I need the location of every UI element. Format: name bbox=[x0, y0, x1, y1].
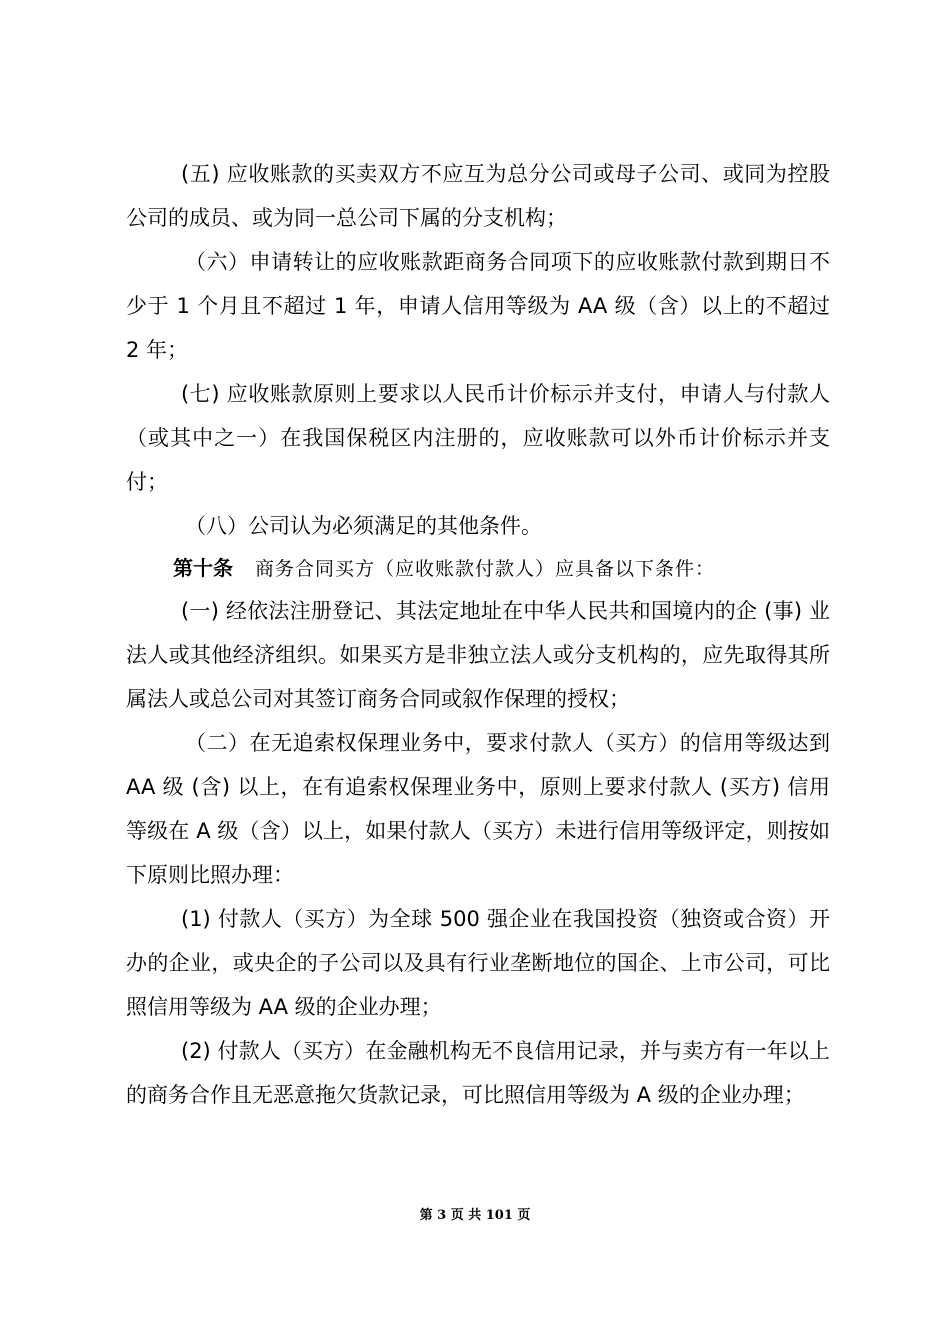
document-body bbox=[126, 152, 830, 1117]
article-text: 商务合同买方（应收账款付款人）应具备以下条件： bbox=[255, 558, 716, 580]
clause-eight: （八）公司认为必须满足的其他条件。 bbox=[185, 514, 542, 538]
clause-five: (五) 应收账款的买卖双方不应互为总分公司或母子公司、或同为控股公司的成员、或为同一总公司下属的分支机构； bbox=[126, 162, 830, 230]
clause-seven: (七) 应收账款原则上要求以人民币计价标示并支付，申请人与付款人（或其中之一）在我国保税区内注册的，应收账款可以外币计价标示并支付； bbox=[126, 382, 830, 494]
condition-two: （二）在无追索权保理业务中，要求付款人（买方）的信用等级达到 AA 级 (含) 以上，在有追索权保理业务中，原则上要求付款人 (买方) 信用等级在 A 级（含）以上，如果付款人（买方）未进行信用等级评定，则按如下原则比照办理： bbox=[126, 731, 830, 887]
sub-condition-one: (1) 付款人（买方）为全球 500 强企业在我国投资（独资或合资）开办的企业，或央企的子公司以及具有行业垄断地位的国企、上市公司，可比照信用等级为 AA 级的企业办理； bbox=[126, 907, 830, 1019]
article-number: 第十条 bbox=[173, 556, 233, 580]
sub-condition-two: (2) 付款人（买方）在金融机构无不良信用记录，并与卖方有一年以上的商务合作且无恶意拖欠货款记录，可比照信用等级为 A 级的企业办理； bbox=[126, 1039, 830, 1107]
page-footer: 第 3 页 共 101 页 bbox=[419, 1208, 531, 1223]
clause-six: （六）申请转让的应收账款距商务合同项下的应收账款付款到期日不少于 1 个月且不超过 1 年，申请人信用等级为 AA 级（含）以上的不超过 2 年； bbox=[126, 250, 830, 362]
condition-one: (一) 经依法注册登记、其法定地址在中华人民共和国境内的企 (事) 业法人或其他经济组织。如果买方是非独立法人或分支机构的，应先取得其所属法人或总公司对其签订商务合同或叙作保理的授权； bbox=[126, 599, 830, 711]
article-ten bbox=[126, 548, 830, 589]
